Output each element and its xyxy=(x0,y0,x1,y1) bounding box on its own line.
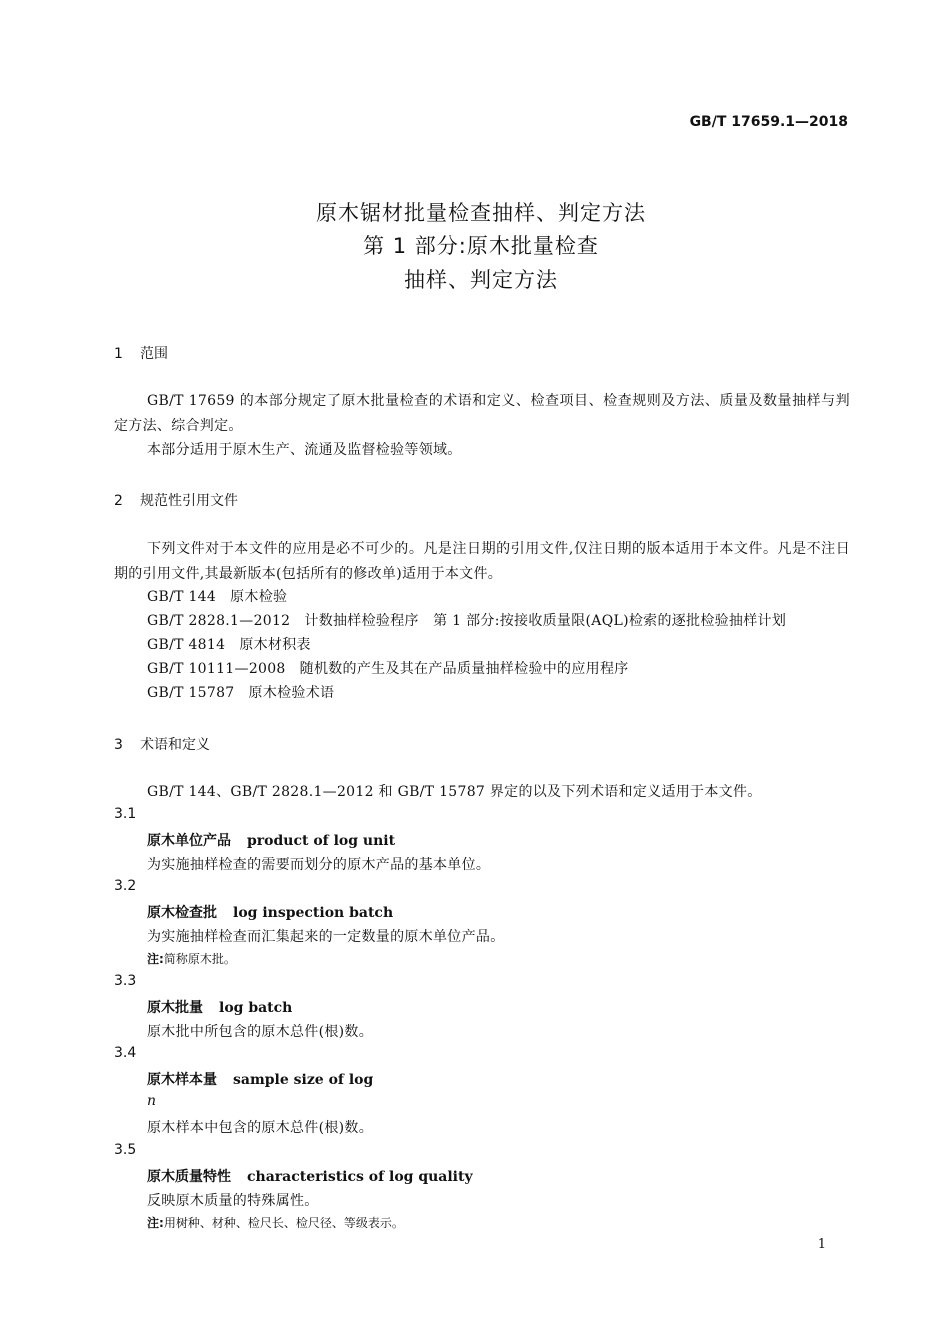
section-number: 1 xyxy=(114,346,123,362)
section-2-paragraph-1: 下列文件对于本文件的应用是必不可少的。凡是注日期的引用文件,仅注日期的版本适用于本文件。凡是不注日期的引用文件,其最新版本(包括所有的修改单)适用于本文件。 xyxy=(114,541,850,582)
section-1-heading xyxy=(114,343,168,363)
note-label: 注: xyxy=(147,1216,164,1230)
document-title-line-3: 抽样、判定方法 xyxy=(404,268,558,292)
term-chinese: 原木质量特性 xyxy=(147,1169,231,1185)
reference-title: 原木材积表 xyxy=(239,637,311,653)
term-number: 3.2 xyxy=(114,878,137,894)
term-definition: 原木样本中包含的原木总件(根)数。 xyxy=(147,1120,374,1136)
section-number: 2 xyxy=(114,493,123,509)
section-1-paragraph-2: 本部分适用于原木生产、流通及监督检验等领域。 xyxy=(147,442,462,458)
note-label: 注: xyxy=(147,952,164,966)
reference-item xyxy=(147,682,334,702)
term-number: 3.3 xyxy=(114,973,137,989)
term-entry xyxy=(147,902,393,922)
reference-code: GB/T 15787 xyxy=(147,685,235,701)
term-chinese: 原木单位产品 xyxy=(147,833,231,849)
reference-item xyxy=(147,586,287,606)
section-3-intro: GB/T 144、GB/T 2828.1—2012 和 GB/T 15787 界定的以及下列术语和定义适用于本文件。 xyxy=(147,784,762,800)
term-english: product of log unit xyxy=(247,833,396,849)
document-title-line-2: 第 1 部分:原木批量检查 xyxy=(363,234,599,258)
term-number: 3.4 xyxy=(114,1045,137,1061)
note-text: 用树种、材种、检尺长、检尺径、等级表示。 xyxy=(163,1216,404,1230)
term-english: log inspection batch xyxy=(233,905,394,921)
note-text: 简称原木批。 xyxy=(163,952,236,966)
reference-code: GB/T 2828.1—2012 xyxy=(147,613,291,629)
section-1-paragraph-1: GB/T 17659 的本部分规定了原木批量检查的术语和定义、检查项目、检查规则及方法、质量及数量抽样与判定方法、综合判定。 xyxy=(114,393,850,434)
term-symbol: n xyxy=(147,1093,157,1109)
section-title: 规范性引用文件 xyxy=(140,493,238,509)
document-title-line-1: 原木锯材批量检查抽样、判定方法 xyxy=(316,201,646,225)
reference-title: 随机数的产生及其在产品质量抽样检验中的应用程序 xyxy=(299,661,629,677)
term-definition: 为实施抽样检查而汇集起来的一定数量的原木单位产品。 xyxy=(147,929,505,945)
term-note xyxy=(147,1214,404,1231)
term-chinese: 原木样本量 xyxy=(147,1072,217,1088)
term-english: sample size of log xyxy=(233,1072,374,1088)
term-definition: 原木批中所包含的原木总件(根)数。 xyxy=(147,1024,374,1040)
reference-code: GB/T 4814 xyxy=(147,637,226,653)
section-title: 术语和定义 xyxy=(140,737,210,753)
term-chinese: 原木检查批 xyxy=(147,905,217,921)
reference-title: 原木检验 xyxy=(230,589,288,605)
term-note xyxy=(147,950,236,967)
section-title: 范围 xyxy=(140,346,168,362)
term-number: 3.5 xyxy=(114,1142,137,1158)
term-entry xyxy=(147,1166,473,1186)
reference-code: GB/T 10111—2008 xyxy=(147,661,286,677)
reference-item xyxy=(147,658,629,678)
reference-code: GB/T 144 xyxy=(147,589,217,605)
term-entry xyxy=(147,1069,373,1089)
term-number: 3.1 xyxy=(114,806,137,822)
section-number: 3 xyxy=(114,737,123,753)
standard-code: GB/T 17659.1—2018 xyxy=(689,114,848,130)
term-chinese: 原木批量 xyxy=(147,1000,203,1016)
reference-item xyxy=(147,634,311,654)
section-3-heading xyxy=(114,734,210,754)
reference-title: 计数抽样检验程序 第 1 部分:按接收质量限(AQL)检索的逐批检验抽样计划 xyxy=(304,613,787,629)
reference-title: 原木检验术语 xyxy=(248,685,335,701)
term-english: log batch xyxy=(219,1000,293,1016)
term-definition: 反映原木质量的特殊属性。 xyxy=(147,1193,319,1209)
term-definition: 为实施抽样检查的需要而划分的原木产品的基本单位。 xyxy=(147,857,491,873)
term-entry xyxy=(147,997,292,1017)
reference-item xyxy=(147,610,786,630)
term-entry xyxy=(147,830,395,850)
page-number: 1 xyxy=(817,1237,826,1252)
term-english: characteristics of log quality xyxy=(247,1169,473,1185)
section-2-heading xyxy=(114,490,238,510)
